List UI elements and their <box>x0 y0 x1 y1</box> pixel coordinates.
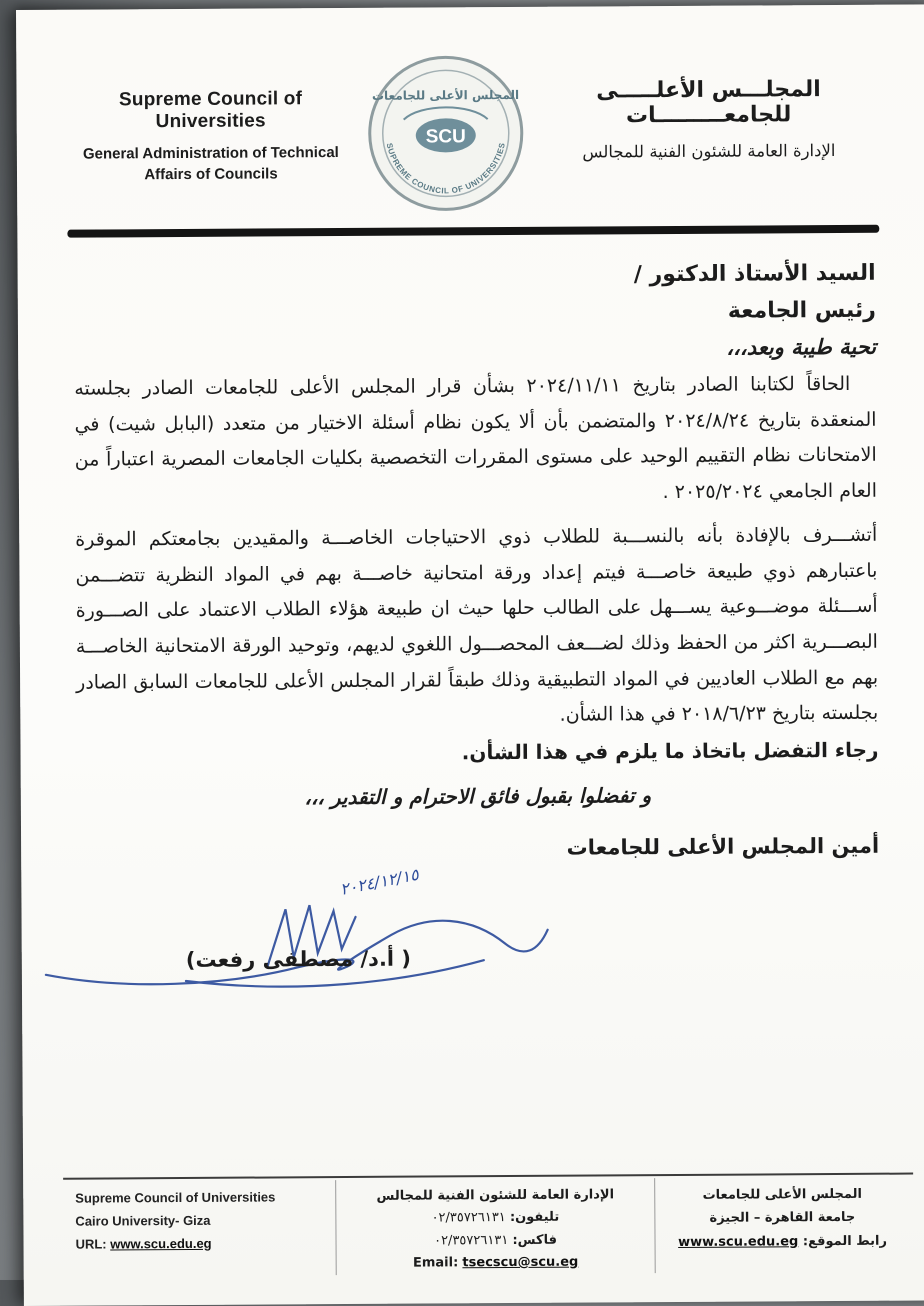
footer-url-row-en <box>75 1232 327 1256</box>
scu-seal-icon <box>365 53 526 214</box>
site-label-arabic: رابط الموقع: <box>802 1233 887 1249</box>
footer-contact-column <box>335 1178 656 1275</box>
signer-title: أمين المجلس الأعلى للجامعات <box>566 833 880 860</box>
letterhead <box>64 51 883 216</box>
closing-courtesy-line: و تفضلوا بقبول فائق الاحترام و التقدير ،،، <box>304 783 652 810</box>
letterhead-arabic <box>534 77 883 162</box>
website-link-en[interactable]: www.scu.edu.eg <box>110 1235 212 1251</box>
fax-label: فاكس: <box>512 1232 558 1248</box>
letter-body <box>65 233 888 1021</box>
footer-url-row-ar <box>663 1229 901 1254</box>
handwritten-date: ٢٠٢٤/١٢/١٥ <box>338 864 421 900</box>
greeting-line: تحية طيبة وبعد،،، <box>726 334 877 360</box>
footer-org-english: Supreme Council of Universities <box>75 1189 276 1206</box>
logo-arabic-text: المجلس الأعلى للجامعات <box>371 87 520 103</box>
phone-label: تليفون: <box>509 1210 560 1226</box>
salutation-line: السيد الأستاذ الدكتور / <box>633 260 876 288</box>
page-footer <box>63 1173 914 1278</box>
email-link[interactable]: tsecscu@scu.eg <box>462 1254 579 1271</box>
footer-dept-arabic: الإدارة العامة للشئون الفنية للمجالس <box>376 1187 615 1204</box>
url-label: URL: <box>75 1235 107 1252</box>
dept-name-english: General Administration of Technical Affairs of Councils <box>82 144 339 184</box>
scu-logo <box>356 53 535 214</box>
org-name-arabic: المجلـــس الأعلـــــى للجامعـــــــــات <box>596 77 821 129</box>
dept-name-arabic: الإدارة العامة للشئون الفنية للمجالس <box>582 140 836 162</box>
footer-columns <box>63 1177 914 1278</box>
footer-arabic-column <box>655 1177 914 1274</box>
org-name-english: Supreme Council of Universities <box>118 88 303 133</box>
signature-area <box>77 858 880 1021</box>
request-line: رجاء التفضل باتخاذ ما يلزم في هذا الشأن. <box>461 737 879 765</box>
footer-english-column <box>63 1180 336 1277</box>
signature-scribble <box>45 904 547 988</box>
footer-phone-row <box>346 1207 644 1231</box>
footer-address-arabic: جامعة القاهرة – الجيزة <box>709 1210 856 1227</box>
paragraph-2: أتشـــرف بالإفادة بأنه بالنســـبة للطلاب ذوي الاحتياجات الخاصـــة والمقيدين بجامعتكم الموقرة باعتبارهم ذوي طبيعة خاصـــة فيتم إعداد ورقة امتحانية خاصـــة بهم في المواد النظرية تتضـــمن أســـئلة موضـــوعية يســـهل على الطالب حلها حيث ان طبيعة هؤلاء الطلاب الاعتماد على الصـــورة البصـــرية اكثر من الحفظ وذلك لضـــعف المحصـــول اللغوي لديهم، وتوحيد الورقة الامتحانية الخاصـــة بهم مع الطلاب العاديين في المواد التطبيقية وذلك طبقاً لقرار المجلس الأعلى للجامعات السابق الصادر بجلسته بتاريخ ٢٠١٨/٦/٢٣ في هذا الشأن. <box>75 523 879 727</box>
footer-email-row <box>347 1251 645 1275</box>
paragraph-1: الحاقاً لكتابنا الصادر بتاريخ ٢٠٢٤/١١/١١ بشأن قرار المجلس الأعلى للجامعات الصادر بجلسته المنعقدة بتاريخ ٢٠٢٤/٨/٢٤ والمتضمن بأن ألا يكون نظام أسئلة الاختيار من متعدد (البابل شيت) في الامتحانات نظام التقييم الوحيد على مستوى المقررات التخصصية بكليات الجامعات المصرية اعتباراً من العام الجامعي ٢٠٢٥/٢٠٢٤ . <box>74 372 878 504</box>
phone-number: ٠٢/٣٥٧٢٦١٣١ <box>431 1210 506 1226</box>
scanned-letter-page <box>16 4 924 1306</box>
recipient-title: رئيس الجامعة <box>727 297 876 324</box>
logo-scu-text: SCU <box>425 126 466 148</box>
fax-number: ٠٢/٣٥٧٢٦١٣١ <box>434 1232 509 1249</box>
email-label: Email: <box>412 1255 459 1271</box>
logo-bottom-arc-text: SUPREME COUNCIL OF UNIVERSITIES <box>384 141 508 196</box>
letter-content <box>16 4 924 1021</box>
website-link-ar[interactable]: www.scu.edu.eg <box>678 1234 799 1250</box>
signer-name: ( أ.د/ مصطفى رفعت) <box>185 946 412 973</box>
letterhead-english <box>64 88 357 186</box>
footer-fax-row <box>346 1229 644 1253</box>
footer-org-arabic: المجلس الأعلى للجامعات <box>702 1186 862 1203</box>
footer-address-english: Cairo University- Giza <box>75 1212 211 1229</box>
signature-ink <box>35 860 616 1014</box>
